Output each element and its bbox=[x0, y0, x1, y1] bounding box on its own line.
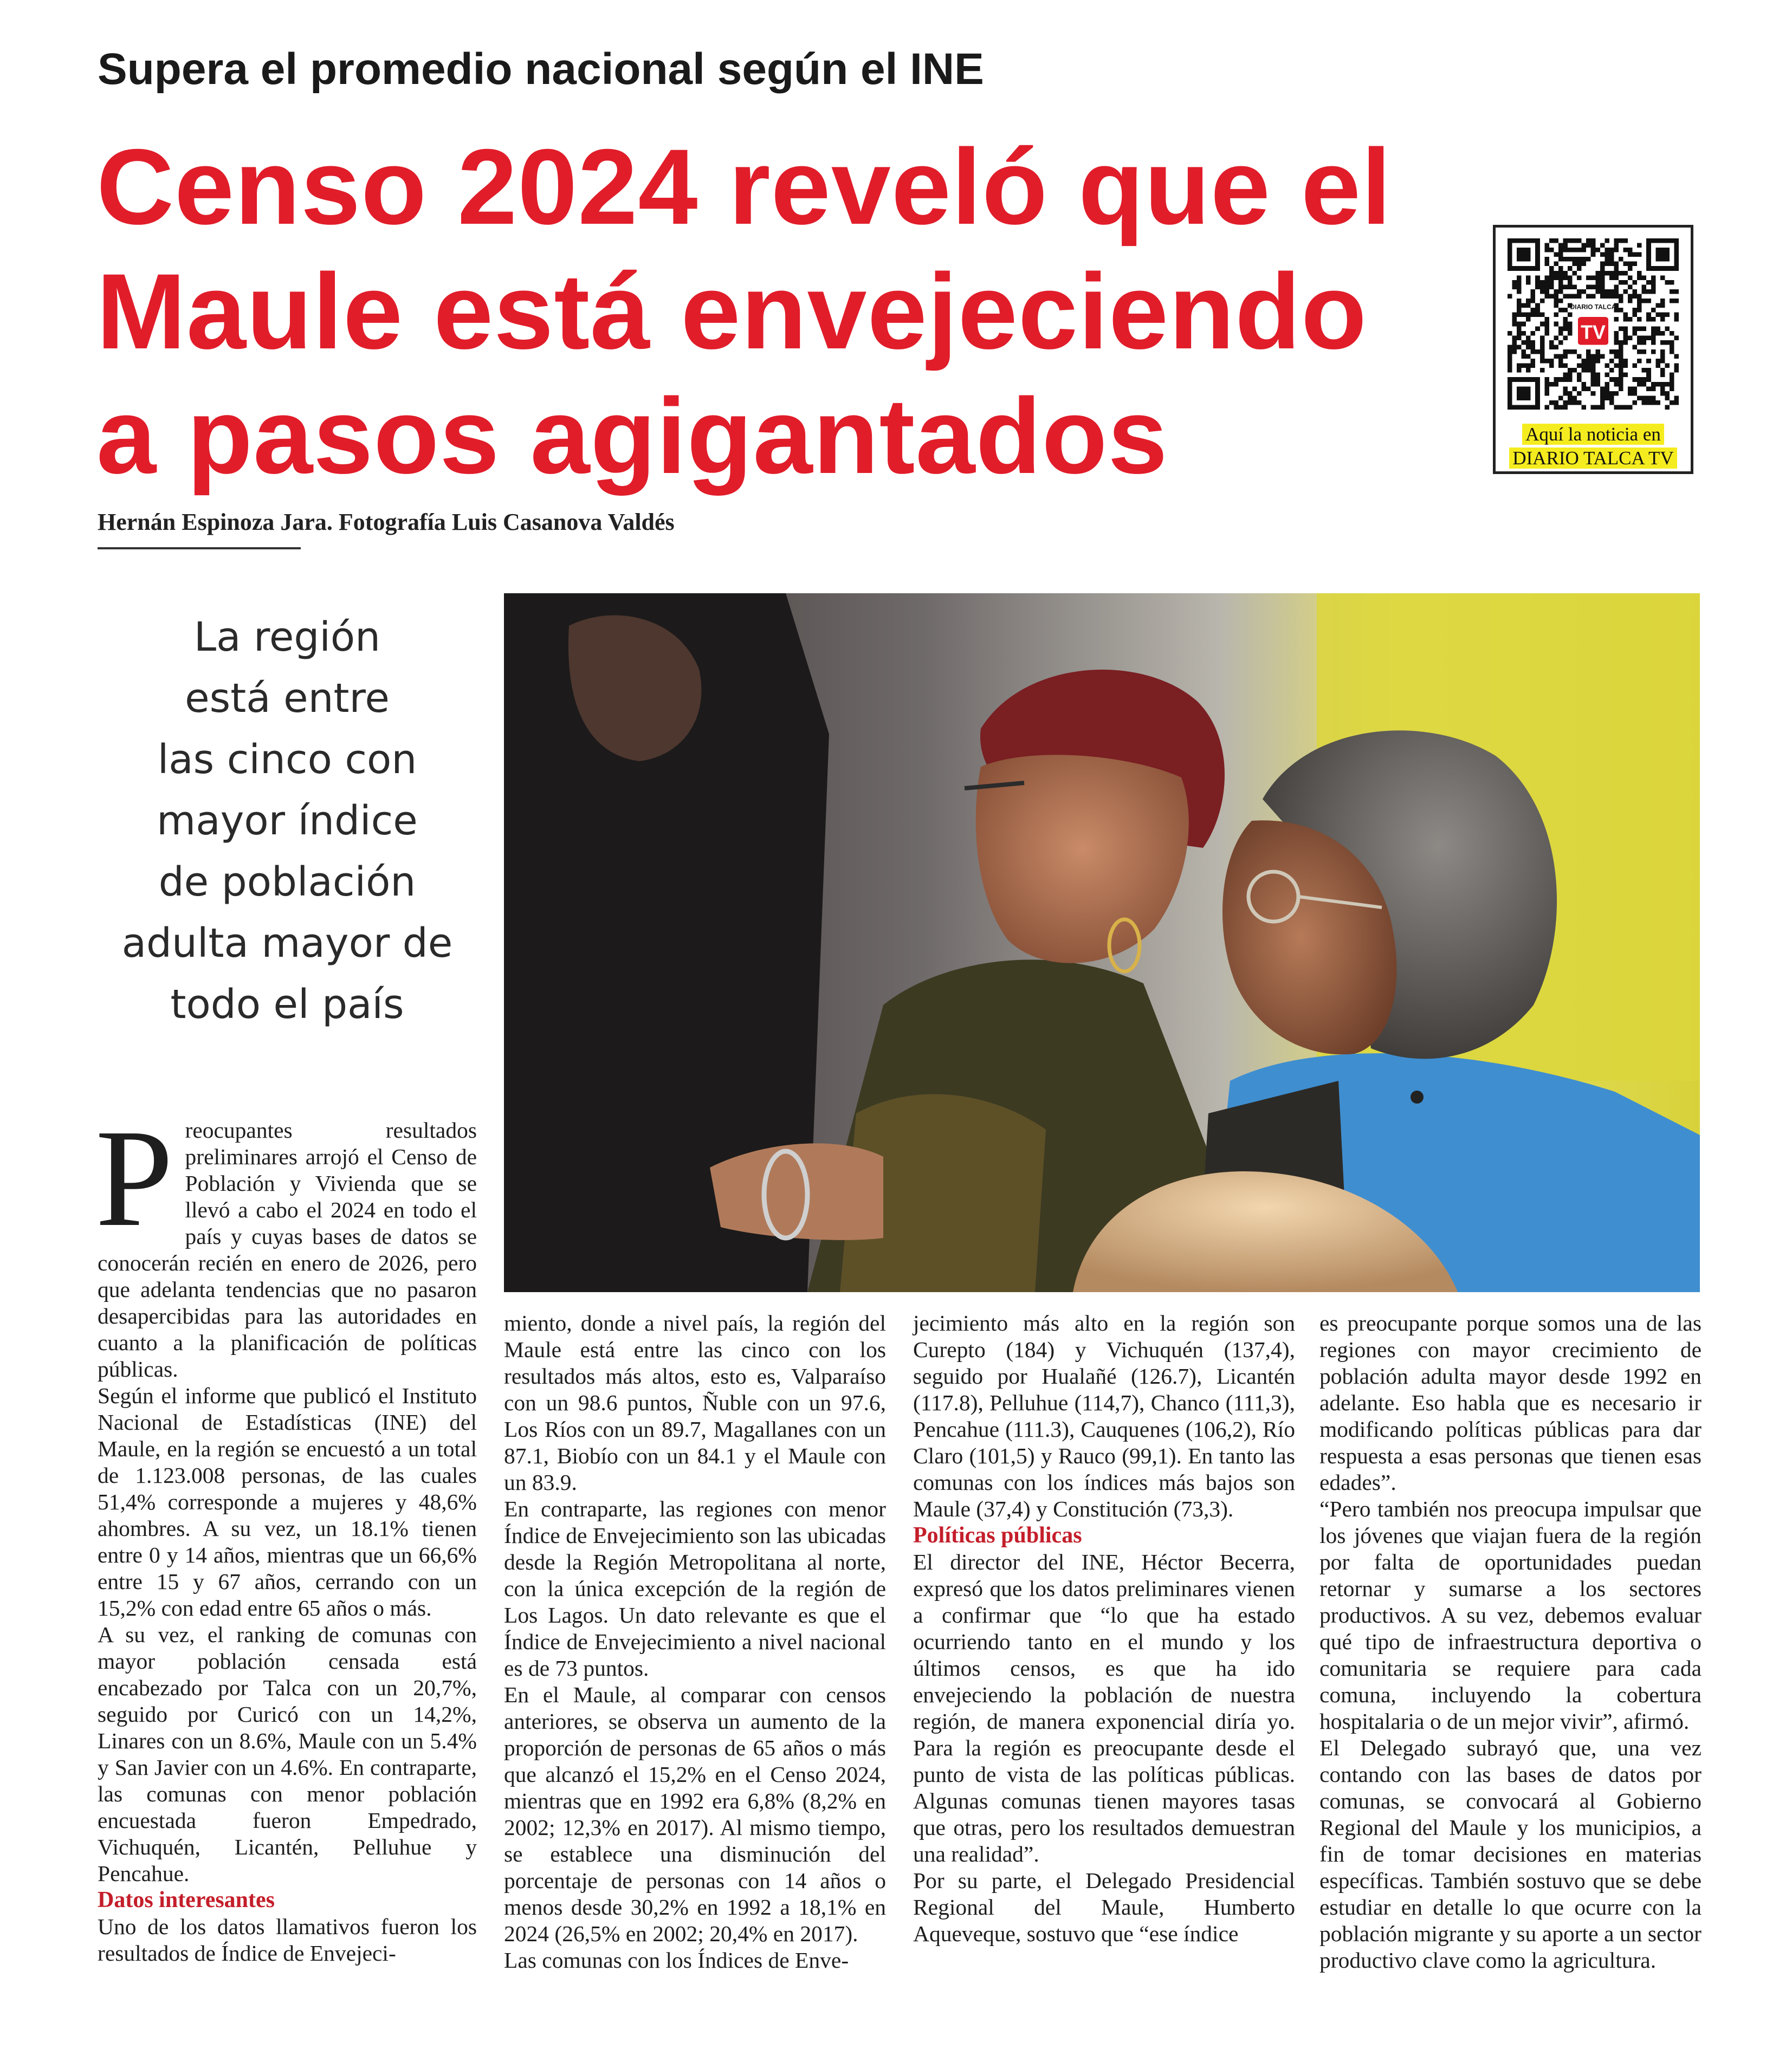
svg-text:TV: TV bbox=[1581, 321, 1606, 343]
qr-code-box[interactable] bbox=[1493, 225, 1693, 474]
byline-divider bbox=[98, 547, 301, 549]
article-column-2 bbox=[504, 1310, 886, 1974]
pullquote-line: adulta mayor de bbox=[121, 920, 453, 967]
qr-code-icon[interactable] bbox=[1508, 238, 1679, 410]
drop-cap: P bbox=[95, 1100, 173, 1255]
article-column-1 bbox=[95, 1100, 477, 1967]
qr-caption-line-1: Aquí la noticia en bbox=[1522, 424, 1664, 445]
paragraph: En el Maule, al comparar con censos anteriores, se observa un aumento de la proporción de personas de 65 años o más que alcanzó el 15,2% en el Censo 2024, mientras que en 1992 era 6,8% (8,2% en 2002; 12,3% en 2017). Al mismo tiempo, se establece una disminución del porcentaje de personas con 14 años o menos desde 30,2% en 1992 a 18,1% en 2024 (26,5% en 2002; 20,4% en 2017). bbox=[504, 1682, 886, 1946]
paragraph: “Pero también nos preocupa impulsar que los jóvenes que viajan fuera de la región por falta de oportunidades puedan retornar y sumarse a los sectores productivos. A su vez, debemos evaluar qué tipo de infraestructura deportiva o comunitaria se requiere para cada comuna, incluyendo la cobertura hospitalaria o de un mejor vivir”, afirmó. bbox=[1319, 1496, 1702, 1734]
article-byline: Hernán Espinoza Jara. Fotografía Luis Casanova Valdés bbox=[98, 509, 675, 535]
paragraph: A su vez, el ranking de comunas con mayor población censada está encabezado por Talca con un 20,7%, seguido por Curicó con un 14,2%, Linares con un 8.6%, Maule con un 5.4% y San Javier con un 4.6%. En contraparte, las comunas con menor población encuestada fueron Empedrado, Vichuquén, Licantén, Pelluhue y Pencahue. bbox=[98, 1622, 477, 1886]
headline-line-2: Maule está envejeciendo bbox=[96, 251, 1367, 371]
pullquote-line: está entre bbox=[185, 675, 390, 722]
paragraph: Preocupantes resultados preliminares arrojó el Censo de Población y Vivienda que se llevó a cabo el 2024 en todo el país y cuyas bases de datos se conocerán recién en enero de 2026, pero que adelanta tendencias que no pasaron desapercibidas para las autoridades en cuanto a la planificación de políticas públicas. bbox=[95, 1100, 477, 1382]
paragraph: miento, donde a nivel país, la región del Maule está entre las cinco con los resultados más altos, esto es, Valparaíso con un 98.6 puntos, Ñuble con un 97.6, Los Ríos con un 89.7, Magallanes con un 87.1, Biobío con un 84.1 y el Maule con un 83.9. bbox=[504, 1311, 886, 1495]
paragraph: El Delegado subrayó que, una vez contando con las bases de datos por comunas, se convocará al Gobierno Regional del Maule y los municipios, a fin de tomar decisiones en materias específicas. También sostuvo que se debe estudiar en detalle lo que ocurre con la población migrante y su aporte a un sector productivo clave como la agricultura. bbox=[1319, 1735, 1702, 1973]
subheading-politicas: Políticas públicas bbox=[913, 1523, 1082, 1548]
article-photo bbox=[504, 593, 1700, 1292]
article-kicker: Supera el promedio nacional según el INE bbox=[98, 44, 984, 94]
article-column-3 bbox=[913, 1310, 1295, 1947]
diario-talca-tv-logo bbox=[1570, 299, 1616, 349]
headline-line-3: a pasos agigantados bbox=[96, 376, 1168, 496]
paragraph: es preocupante porque somos una de las regiones con mayor crecimiento de población adulta mayor desde 1992 en adelante. Eso habla que es necesario ir modificando políticas públicas para dar respuesta a esas personas que tienen esas edades”. bbox=[1319, 1311, 1702, 1495]
paragraph: En contraparte, las regiones con menor Índice de Envejecimiento son las ubicadas desde la Región Metropolitana al norte, con la única excepción de la región de Los Lagos. Un dato relevante es que el Índice de Envejecimiento a nivel nacional es de 73 puntos. bbox=[504, 1496, 886, 1681]
pullquote-line: todo el país bbox=[170, 981, 404, 1028]
paragraph: Por su parte, el Delegado Presidencial Regional del Maule, Humberto Aqueveque, sostuvo que “ese índice bbox=[913, 1868, 1295, 1946]
svg-text:DIARIO TALCA: DIARIO TALCA bbox=[1570, 303, 1616, 311]
qr-caption bbox=[1496, 423, 1691, 470]
elderly-women-photo-icon bbox=[504, 593, 1700, 1292]
headline-line-1: Censo 2024 reveló que el bbox=[96, 127, 1392, 247]
paragraph: El director del INE, Héctor Becerra, expresó que los datos preliminares vienen a confirmar que “lo que ha estado ocurriendo tanto en el mundo y los últimos censos, es que ha ido envejeciendo la población de nuestra región, de manera exponencial diría yo. Para la región es preocupante desde el punto de vista de las políticas públicas. Algunas comunas tienen mayores tasas que otras, pero los resultados demuestran una realidad”. bbox=[913, 1549, 1295, 1866]
paragraph: Las comunas con los Índices de Enve- bbox=[504, 1948, 849, 1973]
paragraph: jecimiento más alto en la región son Curepto (184) y Vichuquén (137,4), seguido por Hualañé (126.7), Licantén (117.8), Pelluhue (114,7), Chanco (111,3), Pencahue (111.3), Cauquenes (106,2), Río Claro (101,5) y Rauco (99,1). En tanto las comunas con los índices más bajos son Maule (37,4) y Constitución (73,3). bbox=[913, 1311, 1295, 1521]
pullquote-line: La región bbox=[193, 614, 381, 660]
pull-quote bbox=[87, 607, 488, 1035]
pullquote-line: de población bbox=[158, 859, 416, 905]
paragraph: Uno de los datos llamativos fueron los resultados de Índice de Envejeci- bbox=[98, 1914, 477, 1966]
qr-caption-line-2: DIARIO TALCA TV bbox=[1509, 448, 1677, 469]
article-column-4 bbox=[1319, 1310, 1702, 1974]
article-headline bbox=[96, 125, 1462, 498]
pullquote-line: mayor índice bbox=[157, 797, 418, 844]
pullquote-line: las cinco con bbox=[157, 736, 417, 783]
paragraph: Según el informe que publicó el Instituto Nacional de Estadísticas (INE) del Maule, en la región se encuestó a un total de 1.123.008 personas, de las cuales 51,4% corresponde a mujeres y 48,6% ahombres. A su vez, un 18.1% tienen entre 0 y 14 años, mientras que un 66,6% entre 15 y 67 años, cerrando con un 15,2% con edad entre 65 años o más. bbox=[98, 1383, 477, 1620]
subheading-datos: Datos interesantes bbox=[98, 1888, 275, 1912]
